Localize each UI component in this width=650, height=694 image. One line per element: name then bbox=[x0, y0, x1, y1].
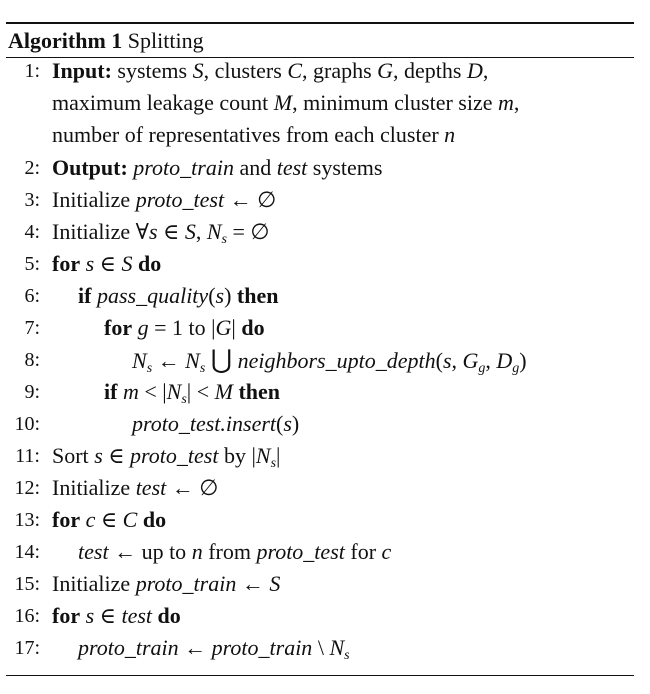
math-symbol: c bbox=[85, 507, 96, 532]
line-number: 3: bbox=[24, 189, 40, 211]
math-symbol: N bbox=[329, 635, 345, 660]
text-fragment: Initialize bbox=[52, 475, 136, 500]
text-fragment: ← ∅ bbox=[224, 187, 277, 212]
line-number: 6: bbox=[24, 285, 40, 307]
algorithm-block bbox=[6, 22, 634, 663]
math-symbol: proto_test bbox=[135, 187, 225, 212]
text-fragment: ← bbox=[236, 571, 270, 596]
math-symbol: G bbox=[215, 315, 232, 340]
text-fragment: for bbox=[344, 539, 382, 564]
line-number: 4: bbox=[24, 221, 40, 243]
line-content bbox=[78, 537, 391, 567]
math-symbol: m bbox=[498, 90, 514, 115]
keyword: Input: bbox=[52, 58, 112, 83]
math-symbol: s bbox=[442, 348, 452, 373]
math-symbol: N bbox=[206, 219, 222, 244]
math-symbol: c bbox=[381, 539, 392, 564]
text-fragment: ∈ bbox=[95, 507, 123, 532]
line-content bbox=[132, 409, 299, 439]
math-symbol: S bbox=[121, 251, 133, 276]
text-fragment: , minimum cluster size bbox=[292, 90, 498, 115]
keyword: then bbox=[238, 379, 280, 404]
text-fragment: , clusters bbox=[203, 58, 288, 83]
line-content bbox=[52, 56, 488, 86]
math-symbol: s bbox=[199, 361, 206, 376]
keyword: if bbox=[78, 283, 92, 308]
text-fragment: ← bbox=[152, 348, 186, 373]
text-fragment: ) bbox=[224, 283, 237, 308]
math-symbol: s bbox=[181, 392, 187, 407]
keyword: if bbox=[104, 379, 118, 404]
text-fragment: , bbox=[485, 348, 497, 373]
line-content bbox=[52, 569, 280, 599]
text-fragment: < | bbox=[138, 379, 167, 404]
text-fragment: from bbox=[202, 539, 257, 564]
math-symbol: g bbox=[512, 361, 520, 376]
text-fragment: and bbox=[233, 155, 277, 180]
math-symbol: s bbox=[85, 603, 95, 628]
text-fragment: by | bbox=[218, 443, 256, 468]
math-symbol: g bbox=[478, 361, 486, 376]
text-fragment: Initialize bbox=[52, 571, 136, 596]
text-fragment: | bbox=[231, 315, 242, 340]
math-symbol: G bbox=[462, 348, 479, 373]
text-fragment: ∈ bbox=[94, 251, 122, 276]
text-fragment: Initialize bbox=[52, 187, 136, 212]
line-content bbox=[52, 185, 276, 215]
line-number: 11: bbox=[15, 445, 40, 467]
math-symbol: N bbox=[255, 443, 271, 468]
keyword: for bbox=[52, 251, 81, 276]
keyword: do bbox=[241, 315, 265, 340]
line-content bbox=[104, 313, 265, 343]
math-symbol: N bbox=[185, 348, 200, 373]
line-number: 14: bbox=[14, 541, 40, 563]
line-number: 17: bbox=[14, 637, 40, 659]
math-symbol: s bbox=[146, 361, 153, 376]
text-fragment: ) bbox=[291, 411, 300, 436]
line-number: 10: bbox=[14, 413, 40, 435]
math-symbol: s bbox=[94, 443, 103, 468]
text-fragment: \ bbox=[312, 635, 330, 660]
keyword: then bbox=[236, 283, 279, 308]
math-symbol: S bbox=[184, 219, 196, 244]
math-symbol: test bbox=[121, 603, 153, 628]
line-number: 15: bbox=[14, 573, 40, 595]
math-symbol: pass_quality bbox=[96, 283, 209, 308]
text-fragment: | < bbox=[186, 379, 215, 404]
text-fragment: ( bbox=[435, 348, 443, 373]
line-content bbox=[78, 633, 350, 671]
line-number: 1: bbox=[24, 60, 40, 82]
keyword: for bbox=[104, 315, 133, 340]
math-symbol: proto_test bbox=[256, 539, 345, 564]
line-number: 12: bbox=[14, 477, 40, 499]
keyword: Output: bbox=[52, 155, 128, 180]
math-symbol: s bbox=[221, 232, 227, 247]
line-content bbox=[78, 281, 278, 311]
math-symbol: D bbox=[467, 58, 483, 83]
text-fragment: , depths bbox=[393, 58, 467, 83]
line-number: 7: bbox=[24, 317, 40, 339]
math-symbol: g bbox=[137, 315, 149, 340]
algorithm-caption bbox=[6, 24, 634, 57]
line-content bbox=[52, 153, 382, 183]
line-content bbox=[52, 88, 519, 118]
math-symbol: n bbox=[191, 539, 203, 564]
math-symbol: test bbox=[276, 155, 308, 180]
text-fragment: ← up to bbox=[108, 539, 192, 564]
math-symbol: proto_test bbox=[130, 443, 219, 468]
line-number: 16: bbox=[14, 605, 40, 627]
text-fragment: ∈ bbox=[102, 443, 131, 468]
text-fragment: systems bbox=[111, 58, 193, 83]
text-fragment: , bbox=[451, 348, 463, 373]
math-symbol: M bbox=[273, 90, 293, 115]
line-number: 2: bbox=[24, 157, 40, 179]
keyword: do bbox=[142, 507, 167, 532]
text-fragment: ( bbox=[276, 411, 284, 436]
line-content bbox=[52, 249, 161, 279]
math-symbol: m bbox=[122, 379, 139, 404]
text-fragment: ) bbox=[519, 348, 527, 373]
line-number: 13: bbox=[14, 509, 40, 531]
text-fragment: = ∅ bbox=[226, 219, 270, 244]
math-symbol: proto_test.insert bbox=[132, 411, 277, 436]
math-symbol: M bbox=[214, 379, 233, 404]
math-symbol: s bbox=[270, 456, 277, 471]
algorithm-label: Algorithm 1 bbox=[8, 28, 123, 53]
math-symbol: neighbors_upto_depth bbox=[237, 348, 436, 373]
line-content bbox=[52, 120, 455, 150]
line-content bbox=[52, 505, 166, 535]
math-symbol: s bbox=[148, 219, 158, 244]
text-fragment: ∈ bbox=[157, 219, 185, 244]
text-fragment: Initialize ∀ bbox=[52, 219, 149, 244]
math-symbol: proto_train bbox=[211, 635, 313, 660]
math-symbol: C bbox=[287, 58, 302, 83]
math-symbol: N bbox=[166, 379, 182, 404]
math-symbol: D bbox=[496, 348, 513, 373]
line-number: 8: bbox=[24, 349, 40, 371]
math-symbol: C bbox=[122, 507, 138, 532]
math-symbol: s bbox=[215, 283, 225, 308]
text-fragment: number of representatives from each cluster bbox=[52, 122, 445, 147]
math-symbol: proto_train bbox=[78, 635, 179, 660]
math-symbol: G bbox=[377, 58, 394, 83]
text-fragment: ← ∅ bbox=[166, 475, 219, 500]
text-fragment: ← bbox=[178, 635, 212, 660]
line-content bbox=[52, 601, 181, 631]
math-symbol: S bbox=[269, 571, 281, 596]
math-symbol: proto_train bbox=[135, 571, 237, 596]
text-fragment: systems bbox=[307, 155, 383, 180]
math-symbol: proto_train bbox=[133, 155, 234, 180]
algorithm-title: Splitting bbox=[127, 28, 204, 53]
text-fragment: ⋃ bbox=[210, 345, 233, 374]
text-fragment: = 1 to | bbox=[148, 315, 216, 340]
math-symbol: test bbox=[78, 539, 109, 564]
math-symbol: s bbox=[283, 411, 292, 436]
math-symbol: s bbox=[85, 251, 95, 276]
text-fragment: Sort bbox=[52, 443, 95, 468]
text-fragment: , graphs bbox=[302, 58, 378, 83]
text-fragment: ∈ bbox=[94, 603, 122, 628]
text-fragment: , bbox=[513, 90, 520, 115]
text-fragment: , bbox=[482, 58, 489, 83]
keyword: for bbox=[52, 603, 81, 628]
line-content bbox=[52, 473, 218, 503]
text-fragment: ( bbox=[208, 283, 216, 308]
text-fragment: maximum leakage count bbox=[52, 90, 274, 115]
line-number: 5: bbox=[24, 253, 40, 275]
keyword: for bbox=[52, 507, 81, 532]
text-fragment: | bbox=[276, 443, 281, 468]
math-symbol: n bbox=[444, 122, 456, 147]
bottom-rule bbox=[6, 675, 634, 676]
math-symbol: N bbox=[132, 348, 147, 373]
math-symbol: test bbox=[135, 475, 167, 500]
keyword: do bbox=[137, 251, 162, 276]
math-symbol: S bbox=[192, 58, 204, 83]
math-symbol: s bbox=[344, 648, 350, 663]
text-fragment: , bbox=[195, 219, 207, 244]
line-number: 9: bbox=[24, 381, 40, 403]
keyword: do bbox=[157, 603, 181, 628]
